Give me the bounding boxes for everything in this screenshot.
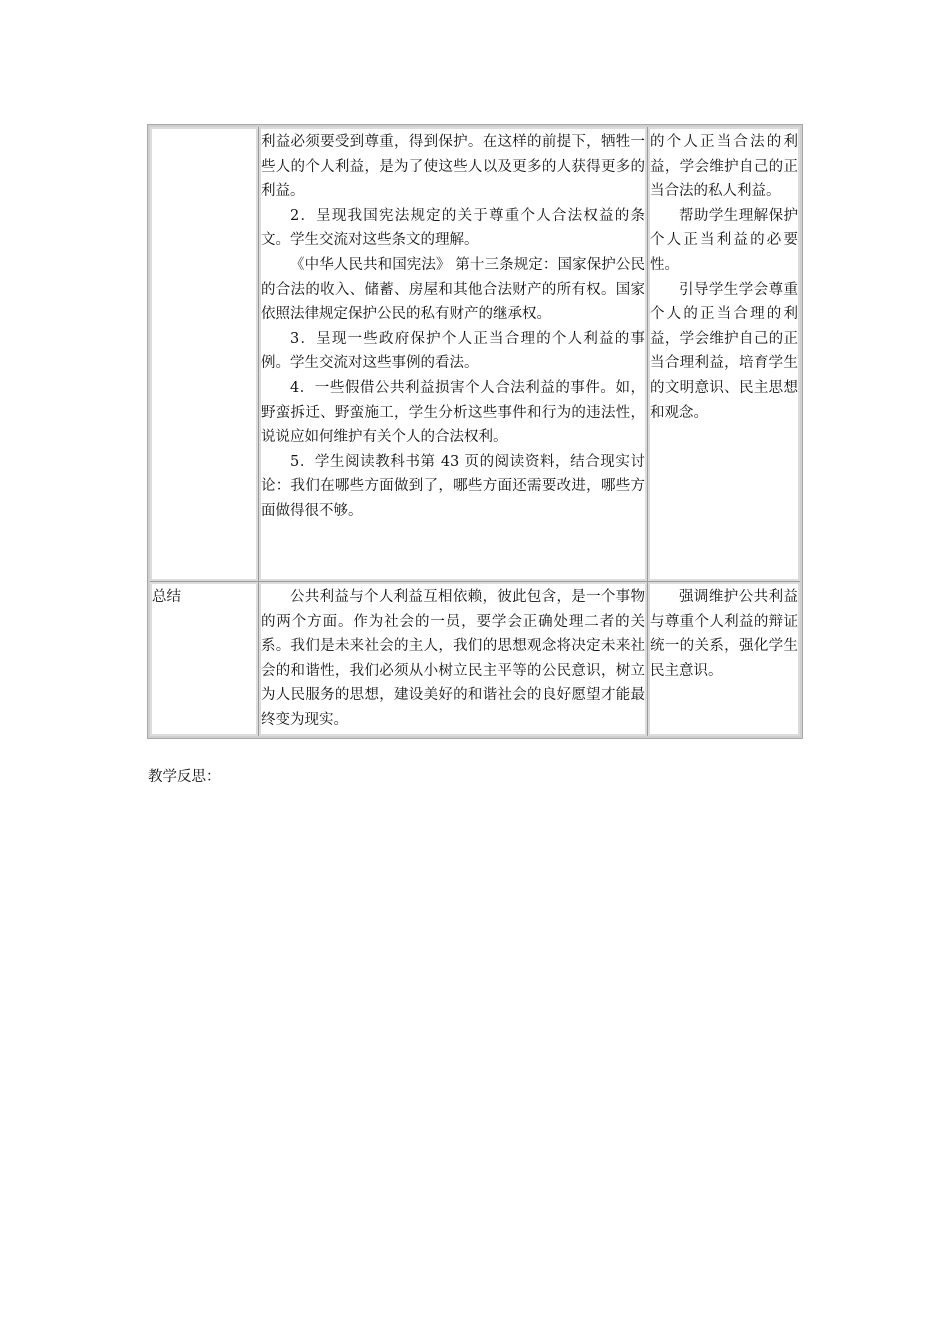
lesson-plan-table	[148, 125, 802, 738]
content-paragraph: 利益必须要受到尊重，得到保护。在这样的前提下，牺牲一些人的个人利益，是为了使这些人以及更多的人获得更多的利益。	[261, 134, 645, 200]
table-row	[150, 127, 800, 582]
content-paragraph: 4．一些假借公共利益损害个人合法利益的事件。如，野蛮拆迁、野蛮施工，学生分析这些事件和行为的违法性，说说应如何维护有关个人的合法权利。	[261, 379, 645, 446]
design-intent-cell	[648, 127, 800, 582]
stage-label-cell	[150, 127, 259, 582]
activity-content-cell	[259, 127, 648, 582]
stage-label: 总结	[152, 589, 181, 605]
intent-paragraph: 的个人正当合法的利益，学会维护自己的正当合法的私人利益。	[650, 134, 798, 200]
content-paragraph: 3．呈现一些政府保护个人正当合理的个人利益的事例。学生交流对这些事例的看法。	[261, 330, 645, 372]
content-paragraph: 5．学生阅读教科书第 43 页的阅读资料，结合现实讨论：我们在哪些方面做到了，哪些方面还需要改进，哪些方面做得很不够。	[261, 453, 645, 519]
stage-label-cell	[150, 582, 259, 736]
activity-content-cell	[259, 582, 648, 736]
table-row	[150, 582, 800, 736]
teaching-reflection-label: 教学反思：	[148, 769, 221, 785]
content-paragraph: 《中华人民共和国宪法》 第十三条规定：国家保护公民的合法的收入、储蓄、房屋和其他合法财产的所有权。国家依照法律规定保护公民的私有财产的继承权。	[261, 256, 645, 323]
design-intent-cell	[648, 582, 800, 736]
content-paragraph: 公共利益与个人利益互相依赖，彼此包含，是一个事物的两个方面。作为社会的一员，要学会正确处理二者的关系。我们是未来社会的主人，我们的思想观念将决定未来社会的和谐性，我们必须从小树立民主平等的公民意识，树立为人民服务的思想，建设美好的和谐社会的良好愿望才能最终变为现实。	[261, 589, 645, 728]
intent-paragraph: 强调维护公共利益与尊重个人利益的辩证统一的关系，强化学生民主意识。	[650, 589, 798, 679]
content-paragraph: 2．呈现我国宪法规定的关于尊重个人合法权益的条文。学生交流对这些条文的理解。	[261, 207, 645, 249]
intent-paragraph: 帮助学生理解保护个人正当利益的必要性。	[650, 207, 798, 273]
intent-paragraph: 引导学生学会尊重个人的正当合理的利益，学会维护自己的正当合理利益，培育学生的文明意识、民主思想和观念。	[650, 281, 798, 421]
